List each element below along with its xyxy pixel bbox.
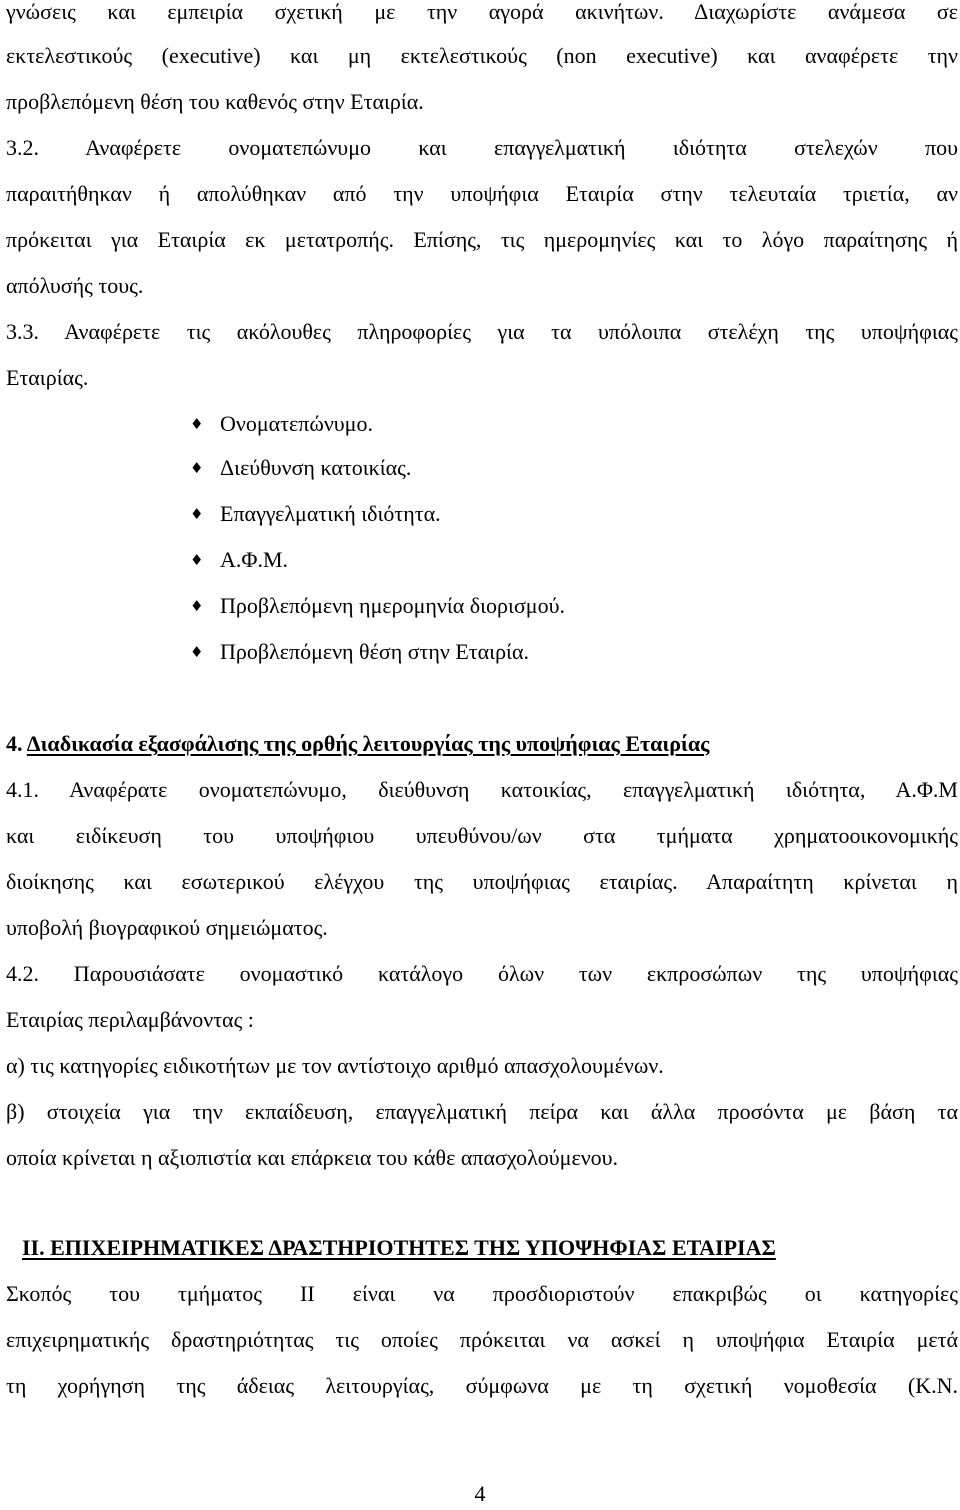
paragraph-line: 4.2. Παρουσιάσατε ονομαστικό κατάλογο όλων των εκπροσώπων της υποψήφιας [6, 961, 958, 986]
bullet-text: Επαγγελματική ιδιότητα. [220, 501, 441, 526]
diamond-bullet-icon: ♦ [190, 597, 204, 615]
section-heading [6, 728, 958, 760]
paragraph-line: τη χορήγηση της άδειας λειτουργίας, σύμφωνα με τη σχετική νομοθεσία (Κ.Ν. [6, 1373, 958, 1398]
paragraph-line: 3.2. Αναφέρετε ονοματεπώνυμο και επαγγελματική ιδιότητα στελεχών που [6, 135, 958, 160]
section-title: Διαδικασία εξασφάλισης της ορθής λειτουργίας της υποψήφιας Εταιρίας [26, 731, 710, 756]
bullet-text: Προβλεπόμενη ημερομηνία διορισμού. [220, 593, 565, 618]
paragraph-line: 4.1. Αναφέρατε ονοματεπώνυμο, διεύθυνση κατοικίας, επαγγελματική ιδιότητα, Α.Φ.Μ [6, 777, 958, 802]
paragraph-line: επιχειρηματικής δραστηριότητας τις οποίες πρόκειται να ασκεί η υποψήφια Εταιρία μετά [6, 1327, 958, 1352]
paragraph-line: υποβολή βιογραφικού σημειώματος. [6, 915, 328, 940]
paragraph-line: γνώσεις και εμπειρία σχετική με την αγορά ακινήτων. Διαχωρίστε ανάμεσα σε [6, 0, 958, 24]
bullet-item [190, 544, 890, 576]
chapter-heading [22, 1232, 952, 1264]
paragraph-line: και ειδίκευση του υποψήφιου υπευθύνου/ων στα τμήματα χρηματοοικονομικής [6, 823, 958, 848]
bullet-item [190, 590, 890, 622]
chapter-title: ΙΙ. ΕΠΙΧΕΙΡΗΜΑΤΙΚΕΣ ΔΡΑΣΤΗΡΙΟΤΗΤΕΣ ΤΗΣ ΥΠΟΨΗΦΙΑΣ ΕΤΑΙΡΙΑΣ [22, 1235, 776, 1260]
section-number: 4. [6, 731, 27, 756]
diamond-bullet-icon: ♦ [190, 505, 204, 523]
paragraph-line: α) τις κατηγορίες ειδικοτήτων με τον αντίστοιχο αριθμό απασχολουμένων. [6, 1053, 664, 1078]
diamond-bullet-icon: ♦ [190, 643, 204, 661]
paragraph-line: παραιτήθηκαν ή απολύθηκαν από την υποψήφια Εταιρία στην τελευταία τριετία, αν [6, 181, 958, 206]
paragraph-line: εκτελεστικούς (executive) και μη εκτελεστικούς (non executive) και αναφέρετε την [6, 43, 958, 68]
paragraph-line: προβλεπόμενη θέση του καθενός στην Εταιρία. [6, 89, 424, 114]
paragraph-line: Εταιρίας. [6, 365, 89, 390]
paragraph-line: οποία κρίνεται η αξιοπιστία και επάρκεια του κάθε απασχολούμενου. [6, 1145, 619, 1170]
bullet-item [190, 498, 890, 530]
paragraph-line: Σκοπός του τμήματος ΙΙ είναι να προσδιοριστούν επακριβώς οι κατηγορίες [6, 1281, 958, 1306]
paragraph-line: διοίκησης και εσωτερικού ελέγχου της υποψήφιας εταιρίας. Απαραίτητη κρίνεται η [6, 869, 958, 894]
paragraph-line: 3.3. Αναφέρετε τις ακόλουθες πληροφορίες για τα υπόλοιπα στελέχη της υποψήφιας [6, 319, 958, 344]
bullet-item [190, 636, 890, 668]
diamond-bullet-icon: ♦ [190, 415, 204, 433]
bullet-text: Α.Φ.Μ. [220, 547, 289, 572]
diamond-bullet-icon: ♦ [190, 551, 204, 569]
bullet-text: Προβλεπόμενη θέση στην Εταιρία. [220, 639, 529, 664]
paragraph-line: Εταιρίας περιλαμβάνοντας : [6, 1007, 254, 1032]
bullet-item [190, 408, 890, 440]
bullet-text: Ονοματεπώνυμο. [220, 411, 373, 436]
diamond-bullet-icon: ♦ [190, 459, 204, 477]
bullet-text: Διεύθυνση κατοικίας. [220, 455, 412, 480]
paragraph-line: πρόκειται για Εταιρία εκ μετατροπής. Επίσης, τις ημερομηνίες και το λόγο παραίτησης ή [6, 227, 958, 252]
paragraph-line: β) στοιχεία για την εκπαίδευση, επαγγελματική πείρα και άλλα προσόντα με βάση τα [6, 1099, 958, 1124]
paragraph-line: απόλυσής τους. [6, 273, 144, 298]
page-number: 4 [474, 1481, 486, 1506]
bullet-item [190, 452, 890, 484]
